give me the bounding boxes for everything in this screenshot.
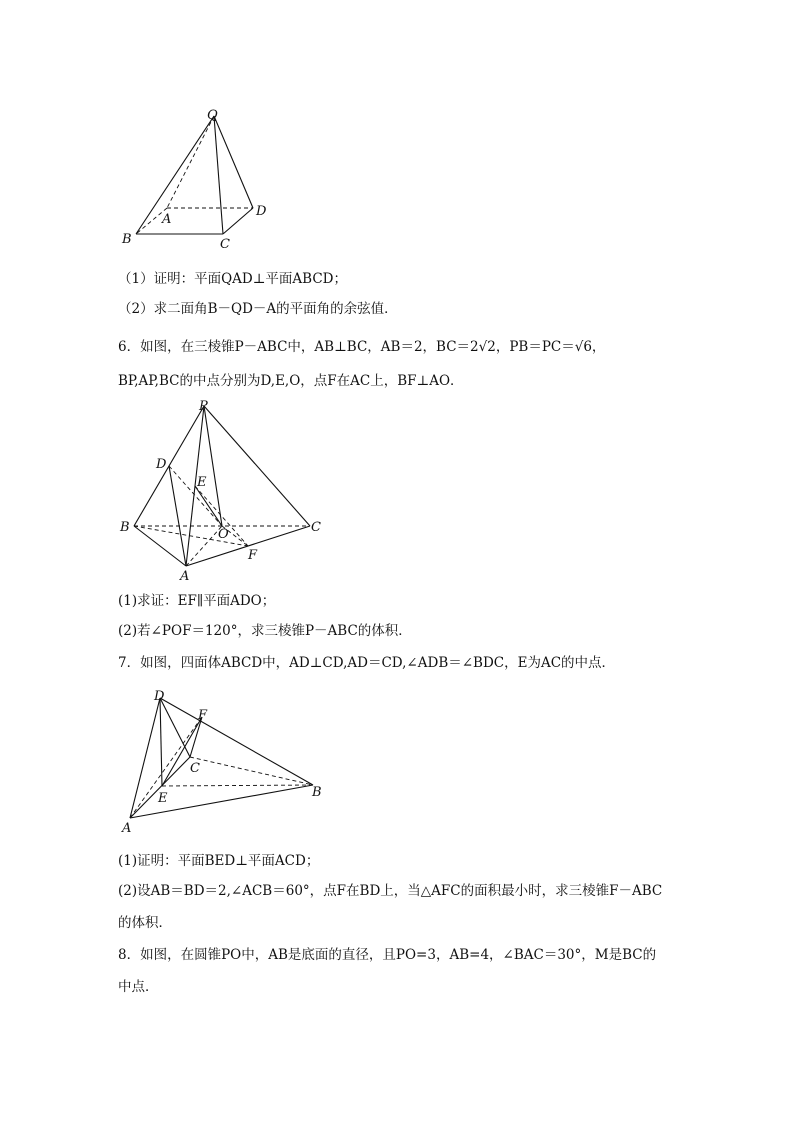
problem6-part2: (2)若∠POF＝120°，求三棱锥P－ABC的体积． <box>118 623 412 639</box>
problem7-part2-line1: (2)设AB＝BD＝2,∠ACB＝60°，点F在BD上，当△AFC的面积最小时，求三棱锥F－ABC <box>118 883 663 899</box>
label-d: D <box>256 204 267 219</box>
label-c: C <box>190 761 200 776</box>
label-d: D <box>154 689 165 704</box>
label-q: Q <box>207 108 218 123</box>
problem6-stem-line1: 6．如图，在三棱锥P－ABC中，AB⊥BC，AB＝2，BC＝2√2，PB＝PC＝√6， <box>118 339 606 355</box>
label-o: O <box>218 527 229 542</box>
label-c: C <box>311 520 321 535</box>
edge-cd <box>223 208 253 234</box>
tetrahedron-abcd-svg <box>110 680 340 840</box>
label-f: F <box>248 548 258 563</box>
problem8-stem-line1: 8．如图，在圆锥PO中，AB是底面的直径，且PO=3，AB=4，∠BAC＝30°，M是BC的 <box>118 947 657 963</box>
segment-cf <box>190 717 202 757</box>
label-b: B <box>120 520 130 535</box>
segment-ad <box>169 466 186 566</box>
problem5-part1: （1）证明：平面QAD⊥平面ABCD； <box>118 271 347 287</box>
pyramid-pabc-svg <box>110 392 340 592</box>
label-b: B <box>122 232 132 247</box>
segment-eo <box>195 486 222 526</box>
label-a: A <box>122 821 132 836</box>
edge-da <box>130 698 160 818</box>
figure-pyramid-qabcd <box>110 100 290 260</box>
problem8-stem-line2: 中点． <box>118 979 159 995</box>
problem5-part2: （2）求二面角B－QD－A的平面角的余弦值． <box>118 301 398 317</box>
edge-qb <box>136 116 214 234</box>
figure-pyramid-pabc <box>110 392 340 592</box>
edge-pc <box>204 406 310 526</box>
label-a: A <box>180 569 190 584</box>
label-c: C <box>220 237 230 252</box>
pyramid-qabcd-svg <box>110 100 290 260</box>
label-b: B <box>312 785 322 800</box>
label-e: E <box>158 791 168 806</box>
edge-qa-hidden <box>167 116 214 208</box>
label-d: D <box>156 457 167 472</box>
segment-de <box>160 698 162 786</box>
segment-eb-hidden <box>162 785 313 786</box>
label-e: E <box>197 475 207 490</box>
problem7-part1: (1)证明：平面BED⊥平面ACD； <box>118 853 320 869</box>
problem7-stem: 7．如图，四面体ABCD中，AD⊥CD,AD＝CD,∠ADB＝∠BDC，E为AC的中点． <box>118 655 616 671</box>
edge-cb-hidden <box>190 757 313 785</box>
edge-ba <box>134 526 186 566</box>
label-p: P <box>199 399 208 414</box>
problem6-stem-line2: BP,AP,BC的中点分别为D,E,O，点F在AC上，BF⊥AO． <box>118 373 464 389</box>
label-f: F <box>198 708 208 723</box>
label-a: A <box>162 212 172 227</box>
edge-db <box>160 698 313 785</box>
problem6-part1: (1)求证：EF∥平面ADO； <box>118 593 276 609</box>
figure-tetrahedron-abcd <box>110 680 340 840</box>
problem7-part2-line2: 的体积． <box>118 915 172 931</box>
segment-bf-hidden <box>134 526 248 546</box>
